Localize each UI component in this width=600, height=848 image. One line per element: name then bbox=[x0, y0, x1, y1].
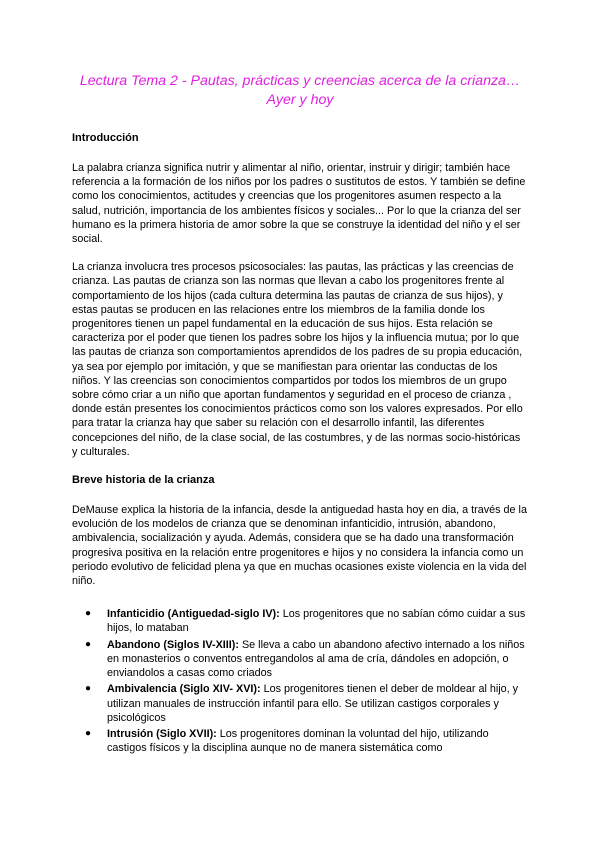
section-heading-historia: Breve historia de la crianza bbox=[72, 474, 215, 487]
section-heading-introduccion: Introducción bbox=[72, 132, 139, 144]
list-item-term: Ambivalencia (Siglo XIV- XVI): bbox=[107, 683, 261, 696]
bullet-icon: ● bbox=[85, 608, 92, 620]
title-line-1: Lectura Tema 2 - Pautas, prácticas y creencias acerca de la crianza… bbox=[79, 73, 521, 89]
list-item-text: Los progenitores que no sabían cómo cuidar a sus hijos, lo mataban bbox=[107, 608, 526, 635]
list-item bbox=[85, 727, 528, 755]
list-item bbox=[85, 638, 528, 681]
intro-paragraph-1: La palabra crianza significa nutrir y alimentar al niño, orientar, instruir y dirigir; también hace referencia a la formación de los niños por los padres o sustitutos de estos. Y también se define como los conocimientos, actitudes y creencias que los progenitores asumen respecto a la salud, nutrición, importancia de los ambientes físicos y sociales... Por lo que la crianza del ser humano es la primera historia de amor sobre la que se construye la identidad del niño y el ser social. bbox=[72, 162, 526, 246]
list-item bbox=[85, 607, 528, 635]
document-title bbox=[72, 72, 528, 110]
list-item bbox=[85, 682, 528, 725]
crianza-periods-list bbox=[72, 607, 528, 755]
bullet-icon: ● bbox=[85, 727, 92, 739]
bullet-icon: ● bbox=[85, 683, 92, 695]
list-item-term: Abandono (Siglos IV-XIII): bbox=[107, 638, 239, 651]
list-item-text: Los progenitores dominan la voluntad del hijo, utilizando castigos físicos y la disciplina aunque no de manera sistemática como bbox=[107, 727, 489, 755]
title-line-2: Ayer y hoy bbox=[266, 92, 334, 108]
intro-paragraph-2: La crianza involucra tres procesos psicosociales: las pautas, las prácticas y las creencias de crianza. Las pautas de crianza son las normas que llevan a cabo los progenitores frente al comportamiento de los hijos (cada cultura determina las pautas de crianza de sus hijos), y estas pautas se producen en las relaciones entre los miembros de la familia donde los progenitores tienen un papel fundamental en la educación de sus hijos. Esta relación se caracteriza por el poder que tienen los padres sobre los hijos y la influencia mutua; por lo que las pautas de crianza son comportamientos aprendidos de los padres de su propia educación, ya sea por ejemplo por imitación, y que se manifiestan para orientar las conductas de los niños. Y las creencias son conocimientos compartidos por todos los miembros de un grupo sobre cómo criar a un niño que aportan fundamentos y seguridad en el proceso de crianza , donde están presentes los conocimientos prácticos como son los valores expresados. Por ello para tratar la crianza hay que saber su relación con el desarrollo infantil, las diferentes concepciones del niño, de la clase social, de las costumbres, y de las normas socio-históricas y culturales. bbox=[72, 261, 523, 458]
list-item-term: Intrusión (Siglo XVII): bbox=[107, 727, 217, 740]
list-item-term: Infanticidio (Antiguedad-siglo IV): bbox=[107, 608, 280, 621]
history-paragraph-1: DeMause explica la historia de la infancia, desde la antiguedad hasta hoy en dia, a través de la evolución de los modelos de crianza que se denominan infanticidio, intrusión, abandono, ambivalencia, socialización y ayuda. Además, considera que se ha dado una transformación progresiva positiva en la relación entre progenitores e hijos y no considera la infancia como un periodo evolutivo de felicidad plena ya que en muchas ocasiones existe violencia en la vida del niño. bbox=[72, 504, 527, 588]
bullet-icon: ● bbox=[85, 638, 92, 650]
list-item-text: Los progenitores tienen el deber de moldear al hijo, y utilizan manuales de instrucción infantil para ello. Se utilizan castigos corporales y psicológicos bbox=[107, 683, 519, 724]
list-item-text: Se lleva a cabo un abandono afectivo internado a los niños en monasterios o conventos entregandolos al ama de cría, dándoles en adopción, o enviandolos a casas como criados bbox=[107, 638, 525, 680]
